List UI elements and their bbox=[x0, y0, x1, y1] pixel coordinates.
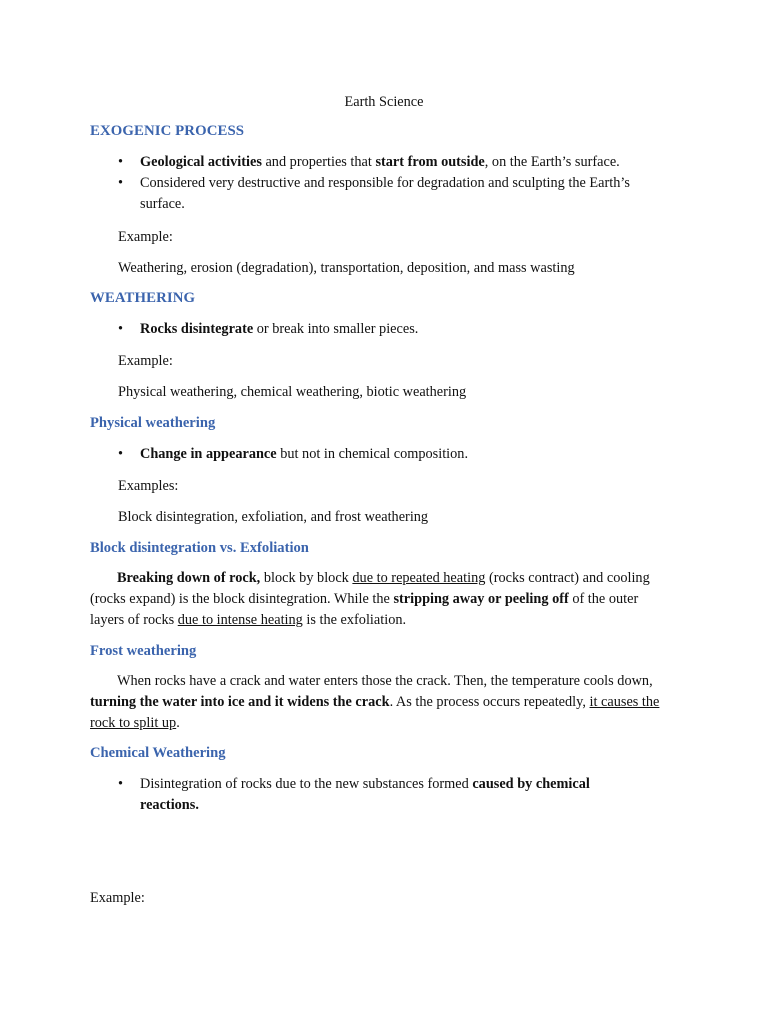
bullet-icon: • bbox=[118, 321, 124, 337]
heading-exogenic-process: EXOGENIC PROCESS bbox=[90, 123, 245, 139]
example-label: Example: bbox=[118, 229, 173, 245]
list-item: • Change in appearance but not in chemical composition. bbox=[118, 444, 678, 465]
list-item: • Disintegration of rocks due to the new substances formed caused by chemical reactions. bbox=[118, 776, 590, 813]
chemical-bullet-list bbox=[118, 774, 638, 816]
bullet-icon: • bbox=[118, 175, 124, 191]
example-label: Example: bbox=[118, 353, 173, 369]
list-item: • Geological activities and properties that start from outside, on the Earth’s surface. bbox=[118, 152, 678, 173]
example-text: Weathering, erosion (degradation), transportation, deposition, and mass wasting bbox=[118, 260, 575, 276]
document-title: Earth Science bbox=[344, 94, 424, 110]
heading-physical-weathering: Physical weathering bbox=[90, 415, 216, 431]
heading-chemical-weathering: Chemical Weathering bbox=[90, 745, 226, 761]
heading-weathering: WEATHERING bbox=[90, 290, 196, 306]
examples-text: Block disintegration, exfoliation, and frost weathering bbox=[118, 509, 429, 525]
exogenic-bullet-list bbox=[118, 152, 678, 215]
example-text: Physical weathering, chemical weathering, biotic weathering bbox=[118, 384, 467, 400]
physical-bullet-list bbox=[118, 444, 678, 465]
bullet-icon: • bbox=[118, 446, 124, 462]
block-disintegration-paragraph: Breaking down of rock, block by block due to repeated heating (rocks contract) and cooling (rocks expand) is the block disintegration. While the stripping away or peeling off of the outer layers of rocks due to intense heating is the exfoliation. bbox=[90, 570, 650, 628]
list-item: • Considered very destructive and responsible for degradation and sculpting the Earth’s surface. bbox=[118, 175, 630, 212]
bullet-icon: • bbox=[118, 154, 124, 170]
list-item: • Rocks disintegrate or break into smaller pieces. bbox=[118, 319, 678, 340]
heading-frost-weathering: Frost weathering bbox=[90, 643, 197, 659]
examples-label: Examples: bbox=[118, 478, 179, 494]
example-label: Example: bbox=[90, 890, 145, 906]
bullet-icon: • bbox=[118, 776, 124, 792]
weathering-bullet-list bbox=[118, 319, 678, 340]
frost-weathering-paragraph: When rocks have a crack and water enters those the crack. Then, the temperature cools down, turning the water into ice and it widens the crack. As the process occurs repeatedly, it causes the rock to split up. bbox=[90, 673, 660, 731]
heading-block-disintegration: Block disintegration vs. Exfoliation bbox=[90, 540, 309, 556]
